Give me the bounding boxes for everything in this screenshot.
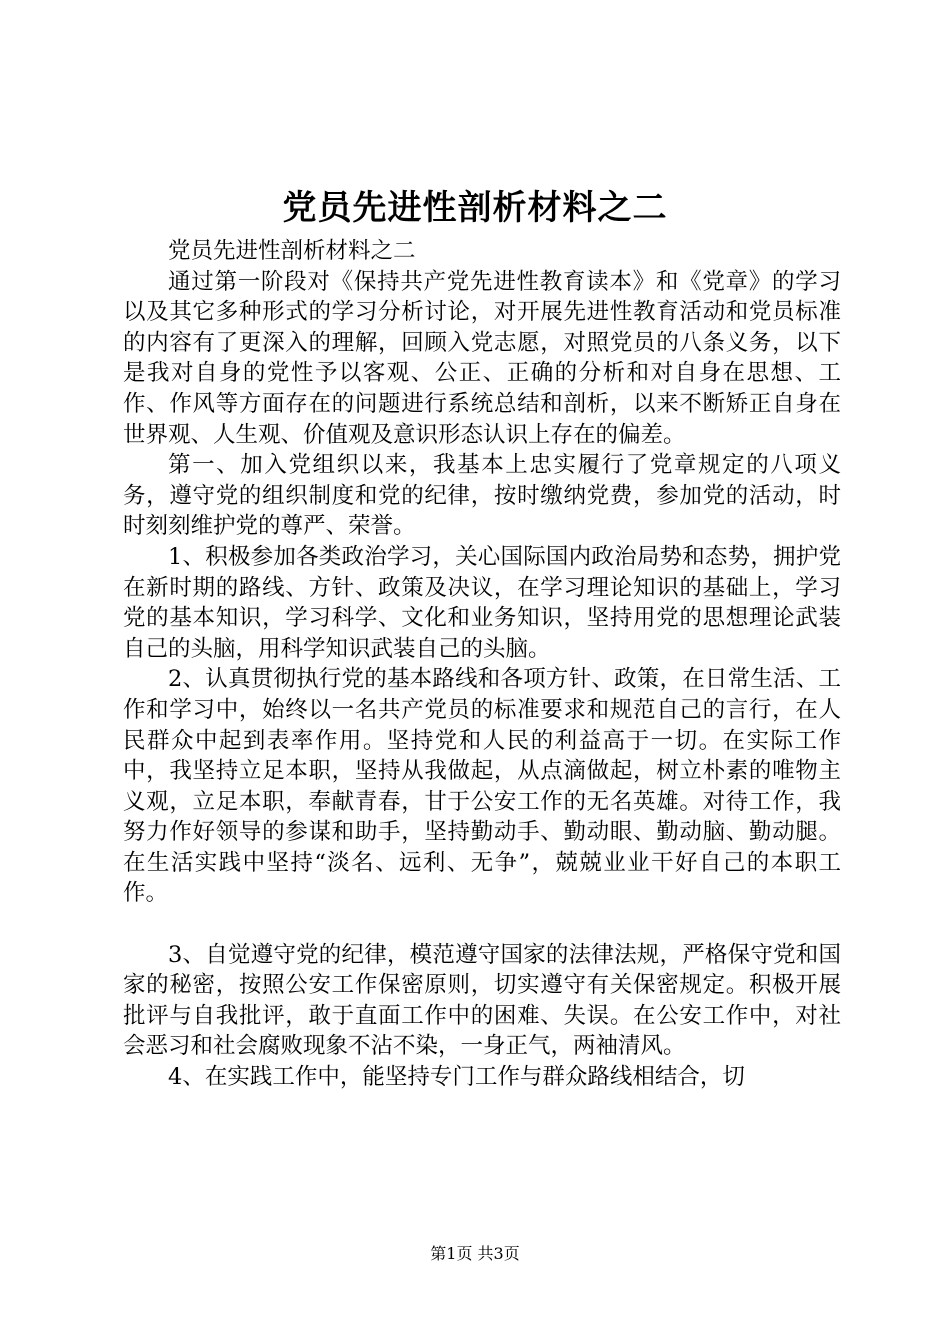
page-footer: 第1页 共3页 [430,1244,520,1263]
document-title: 党员先进性剖析材料之二 [282,188,668,228]
paragraph-item-4: 4、在实践工作中，能坚持专门工作与群众路线相结合，切 [168,1064,745,1091]
document-body [123,236,841,1093]
paragraph-first-point: 第一、加入党组织以来，我基本上忠实履行了党章规定的八项义务，遵守党的组织制度和党的纪律，按时缴纳党费，参加党的活动，时时刻刻维护党的尊严、荣誉。 [123,452,841,540]
paragraph-intro: 通过第一阶段对《保持共产党先进性教育读本》和《党章》的学习以及其它多种形式的学习分析讨论，对开展先进性教育活动和党员标准的内容有了更深入的理解，回顾入党志愿，对照党员的八条义务，以下是我对自身的党性予以客观、公正、正确的分析和对自身在思想、工作、作风等方面存在的问题进行系统总结和剖析，以来不断矫正自身在世界观、人生观、价值观及意识形态认识上存在的偏差。 [123,268,841,448]
paragraph-item-3: 3、自觉遵守党的纪律，模范遵守国家的法律法规，严格保守党和国家的秘密，按照公安工作保密原则，切实遵守有关保密规定。积极开展批评与自我批评，敢于直面工作中的困难、失误。在公安工作中，对社会恶习和社会腐败现象不沾不染，一身正气，两袖清风。 [123,941,841,1060]
paragraph-subtitle: 党员先进性剖析材料之二 [168,238,416,264]
paragraph-item-1: 1、积极参加各类政治学习，关心国际国内政治局势和态势，拥护党在新时期的路线、方针、政策及决议，在学习理论知识的基础上，学习党的基本知识，学习科学、文化和业务知识，坚持用党的思想理论武装自己的头脑，用科学知识武装自己的头脑。 [123,543,841,662]
paragraph-item-2: 2、认真贯彻执行党的基本路线和各项方针、政策，在日常生活、工作和学习中，始终以一名共产党员的标准要求和规范自己的言行，在人民群众中起到表率作用。坚持党和人民的利益高于一切。在实际工作中，我坚持立足本职，坚持从我做起，从点滴做起，树立朴素的唯物主义观，立足本职，奉献青春，甘于公安工作的无名英雄。对待工作，我努力作好领导的参谋和助手，坚持勤动手、勤动眼、勤动脑、勤动腿。在生活实践中坚持“淡名、远利、无争”，兢兢业业干好自己的本职工作。 [123,666,841,907]
